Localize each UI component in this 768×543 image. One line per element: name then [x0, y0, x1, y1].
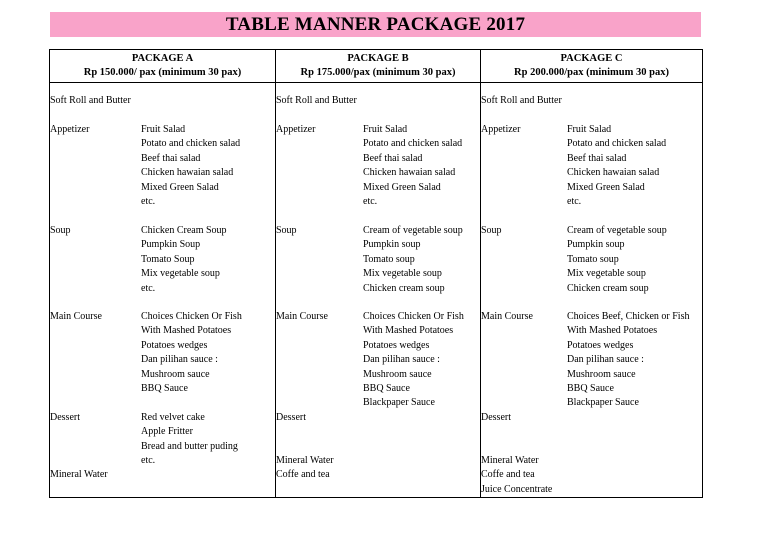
- list-item: Cream of vegetable soup: [567, 225, 667, 236]
- list-item: Mix vegetable soup: [363, 268, 442, 280]
- list-item: etc.: [567, 195, 582, 207]
- list-item: Blackpaper Sauce: [363, 397, 435, 409]
- package-c-header: [481, 50, 702, 82]
- package-a-header: [50, 50, 275, 82]
- list-item: Potato and chicken salad: [141, 138, 241, 150]
- list-item: etc.: [141, 455, 156, 467]
- list-item: Choices Chicken Or Fish: [141, 311, 242, 322]
- list-item: Potatoes wedges: [567, 339, 634, 351]
- list-item: Blackpaper Sauce: [567, 397, 639, 409]
- package-a-bread: Soft Roll and Butter: [50, 95, 131, 106]
- package-a-appetizer-label: Appetizer: [50, 124, 90, 135]
- list-item: Pumpkin soup: [567, 239, 625, 251]
- list-item: Mixed Green Salad: [567, 181, 645, 193]
- list-item: Mushroom sauce: [141, 368, 210, 380]
- list-item: Chicken hawaian salad: [141, 167, 234, 179]
- list-item: Fruit Salad: [567, 124, 612, 135]
- package-a-main-label: Main Course: [50, 311, 102, 322]
- list-item: Potato and chicken salad: [363, 138, 463, 150]
- list-item: etc.: [363, 195, 378, 207]
- package-b-dessert-label: Dessert: [276, 412, 306, 423]
- package-c-appetizer-list: [567, 123, 666, 209]
- list-item: Beef thai salad: [567, 152, 627, 164]
- list-item: Beef thai salad: [141, 152, 201, 164]
- list-item: BBQ Sauce: [567, 382, 614, 394]
- list-item: Fruit Salad: [141, 124, 186, 135]
- list-item: etc.: [141, 195, 156, 207]
- package-b-drinks: [276, 454, 334, 483]
- list-item: Mushroom sauce: [363, 368, 432, 380]
- list-item: Dan pilihan sauce :: [567, 354, 644, 366]
- page-title: TABLE MANNER PACKAGE 2017: [50, 12, 701, 37]
- list-item: Mix vegetable soup: [567, 268, 646, 280]
- list-item: Mix vegetable soup: [141, 268, 220, 280]
- package-c-soup-list: [567, 224, 667, 296]
- list-item: Apple Fritter: [141, 426, 193, 438]
- package-c-price: Rp 200.000/pax (minimum 30 pax): [514, 66, 669, 78]
- package-b-price: Rp 175.000/pax (minimum 30 pax): [300, 66, 456, 78]
- list-item: etc.: [141, 282, 156, 294]
- list-item: Coffe and tea: [276, 469, 330, 481]
- package-b-header: [276, 50, 480, 82]
- package-a-dessert-list: [141, 411, 238, 469]
- package-a-price: Rp 150.000/ pax (minimum 30 pax): [83, 66, 242, 78]
- list-item: Tomato soup: [363, 253, 415, 265]
- package-c-bread: Soft Roll and Butter: [481, 95, 562, 106]
- list-item: Chicken Cream Soup: [141, 225, 227, 236]
- list-item: Mineral Water: [276, 455, 334, 466]
- package-b-soup-label: Soup: [276, 225, 297, 236]
- list-item: Pumpkin Soup: [141, 239, 201, 251]
- list-item: Dan pilihan sauce :: [363, 354, 440, 366]
- package-b-main-list: [363, 310, 464, 411]
- package-a-drinks: [50, 468, 108, 482]
- package-a-soup-label: Soup: [50, 225, 71, 236]
- package-a-soup-list: [141, 224, 227, 296]
- package-c-soup-label: Soup: [481, 225, 502, 236]
- list-item: Red velvet cake: [141, 412, 205, 423]
- list-item: BBQ Sauce: [141, 382, 188, 394]
- list-item: Juice Concentrate: [481, 483, 553, 495]
- list-item: With Mashed Potatoes: [141, 325, 232, 337]
- package-b-bread: Soft Roll and Butter: [276, 95, 357, 106]
- column-divider: [275, 49, 276, 497]
- list-item: Tomato Soup: [141, 253, 195, 265]
- column-divider: [480, 49, 481, 497]
- list-item: Chicken hawaian salad: [567, 167, 660, 179]
- list-item: Fruit Salad: [363, 124, 408, 135]
- package-a-appetizer-list: [141, 123, 240, 209]
- list-item: Chicken cream soup: [567, 282, 649, 294]
- list-item: Choices Chicken Or Fish: [363, 311, 464, 322]
- list-item: Potatoes wedges: [363, 339, 430, 351]
- package-a-name: PACKAGE A: [131, 53, 194, 64]
- list-item: With Mashed Potatoes: [567, 325, 658, 337]
- package-c-appetizer-label: Appetizer: [481, 124, 521, 135]
- list-item: Mixed Green Salad: [363, 181, 441, 193]
- list-item: Mixed Green Salad: [141, 181, 219, 193]
- list-item: Cream of vegetable soup: [363, 225, 463, 236]
- package-c-main-label: Main Course: [481, 311, 533, 322]
- package-b-appetizer-list: [363, 123, 462, 209]
- list-item: Potatoes wedges: [141, 339, 208, 351]
- package-c-drinks: [481, 454, 552, 497]
- package-c-name: PACKAGE C: [560, 53, 623, 64]
- list-item: Mineral Water: [50, 469, 108, 480]
- list-item: Tomato soup: [567, 253, 619, 265]
- list-item: Beef thai salad: [363, 152, 423, 164]
- list-item: Mushroom sauce: [567, 368, 636, 380]
- list-item: BBQ Sauce: [363, 382, 410, 394]
- package-b-name: PACKAGE B: [347, 53, 409, 64]
- package-a-main-list: [141, 310, 242, 396]
- package-c-main-list: [567, 310, 689, 411]
- package-b-soup-list: [363, 224, 463, 296]
- list-item: Potato and chicken salad: [567, 138, 667, 150]
- package-b-main-label: Main Course: [276, 311, 328, 322]
- package-c-dessert-label: Dessert: [481, 412, 511, 423]
- package-a-dessert-label: Dessert: [50, 412, 80, 423]
- list-item: Mineral Water: [481, 455, 539, 466]
- list-item: Pumpkin soup: [363, 239, 421, 251]
- list-item: With Mashed Potatoes: [363, 325, 454, 337]
- list-item: Chicken cream soup: [363, 282, 445, 294]
- package-b-appetizer-label: Appetizer: [276, 124, 316, 135]
- list-item: Bread and butter puding: [141, 440, 238, 452]
- list-item: Dan pilihan sauce :: [141, 354, 218, 366]
- list-item: Choices Beef, Chicken or Fish: [567, 311, 690, 322]
- list-item: Chicken hawaian salad: [363, 167, 456, 179]
- table-header-row: [50, 49, 702, 83]
- list-item: Coffe and tea: [481, 469, 535, 481]
